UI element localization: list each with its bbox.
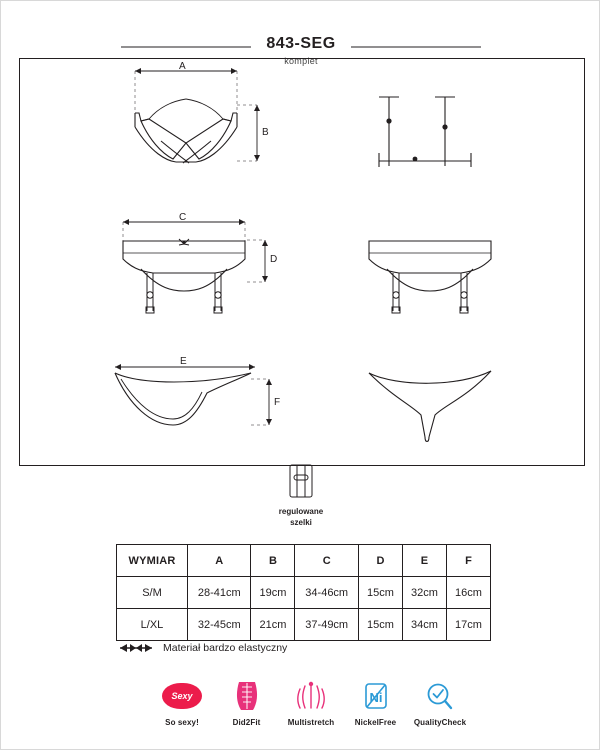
dimension-label-f: F <box>274 397 281 408</box>
cell-lxl-b: 21cm <box>251 609 295 641</box>
table-row <box>117 577 491 609</box>
feature-label-qualitycheck: QualityCheck <box>413 718 467 727</box>
quality-check-icon <box>409 679 471 713</box>
elastic-note-text: Materiał bardzo elastyczny <box>163 642 288 654</box>
cell-lxl-f: 17cm <box>446 609 490 641</box>
cell-lxl-d: 15cm <box>358 609 402 641</box>
multistretch-icon <box>280 679 342 713</box>
feature-multistretch <box>280 679 342 727</box>
drawing-frame <box>19 58 585 466</box>
table-header-a: A <box>188 545 251 577</box>
dimension-label-b: B <box>262 127 269 138</box>
dimension-label-c: C <box>179 212 187 223</box>
stretch-arrow-icon <box>116 642 156 654</box>
table-header-e: E <box>402 545 446 577</box>
nickel-free-icon-svg <box>362 680 390 712</box>
feature-so-sexy <box>151 679 213 727</box>
elastic-material-note <box>116 642 287 654</box>
dimension-label-e: E <box>180 356 187 367</box>
feature-label-nickelfree: NickelFree <box>354 718 397 727</box>
so-sexy-badge-icon <box>151 679 213 713</box>
cell-sm-e: 32cm <box>402 577 446 609</box>
cell-sm-f: 16cm <box>446 577 490 609</box>
table-row <box>117 609 491 641</box>
corset-icon <box>216 679 278 713</box>
feature-icon-strip <box>151 679 471 727</box>
cell-sm-b: 19cm <box>251 577 295 609</box>
cell-lxl-c: 37-49cm <box>295 609 358 641</box>
table-header-row <box>117 545 491 577</box>
cell-sm-c: 34-46cm <box>295 577 358 609</box>
adjustable-straps-line2: szelki <box>290 518 312 527</box>
row-label-sm: S/M <box>117 577 188 609</box>
table-header-b: B <box>251 545 295 577</box>
feature-label-did2fit: Did2Fit <box>232 718 261 727</box>
corset-icon-svg <box>234 680 260 712</box>
feature-did2fit <box>216 679 278 727</box>
adjustable-straps-line1: regulowane <box>278 507 324 516</box>
table-header-wymiar: WYMIAR <box>117 545 188 577</box>
dimension-label-a: A <box>179 61 186 72</box>
adjustable-straps-caption <box>256 506 346 528</box>
cell-lxl-e: 34cm <box>402 609 446 641</box>
feature-label-multistretch: Multistretch <box>287 718 335 727</box>
feature-qualitycheck <box>409 679 471 727</box>
page-title: 843-SEG <box>266 35 336 52</box>
cell-sm-d: 15cm <box>358 577 402 609</box>
size-table <box>116 544 491 641</box>
feature-label-so-sexy: So sexy! <box>165 718 199 727</box>
nickel-free-icon <box>345 679 407 713</box>
svg-text:Ni: Ni <box>369 690 382 705</box>
so-sexy-badge-shape: Sexy <box>162 683 202 709</box>
table-header-c: C <box>295 545 358 577</box>
cell-lxl-a: 32-45cm <box>188 609 251 641</box>
cell-sm-a: 28-41cm <box>188 577 251 609</box>
multistretch-icon-svg <box>296 680 326 712</box>
quality-check-icon-svg <box>425 680 455 712</box>
size-table-wrapper <box>116 544 491 641</box>
page-subtitle: komplet <box>284 56 318 66</box>
table-header-f: F <box>446 545 490 577</box>
dimension-label-d: D <box>270 254 278 265</box>
table-header-d: D <box>358 545 402 577</box>
feature-nickelfree <box>345 679 407 727</box>
row-label-lxl: L/XL <box>117 609 188 641</box>
